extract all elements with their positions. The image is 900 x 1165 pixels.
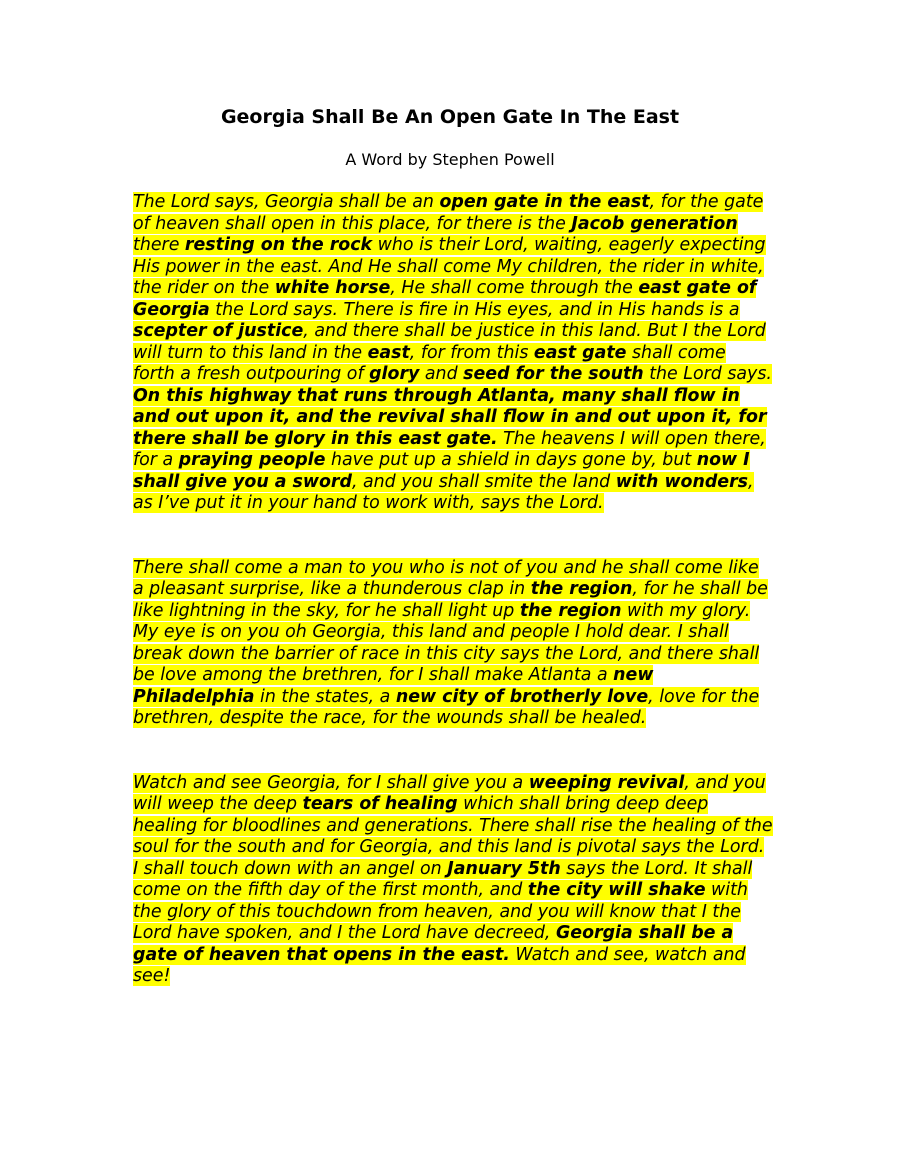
bold-run: Jacob generation [571,213,738,234]
bold-run: open gate in the east [439,192,650,212]
text-run: the Lord says. [643,364,772,384]
bold-run: January 5th [447,858,561,879]
paragraph-3 [133,773,773,859]
text-run: and [419,364,464,384]
paragraph-4 [133,859,773,988]
bold-run: the city will shake [527,880,706,900]
bold-run: east gate [533,342,627,363]
document-title: Georgia Shall Be An Open Gate In The East [220,106,680,128]
text-run: says the Lord. It shall come on the fifth day of the first month, and [133,858,753,900]
bold-run: new Philadelphia [133,665,654,707]
text-run: , love for the brethren, despite the race, for the wounds shall be healed. [133,686,760,728]
bold-run: praying people [178,450,326,470]
text-run: , as I’ve put it in your hand to work with, says the Lord. [133,471,754,513]
highlighted-text [133,192,772,513]
text-run: there [133,235,185,255]
document-body [133,192,773,988]
bold-run: with wonders [615,471,749,492]
text-run: , and you will weep the deep [133,772,766,814]
paragraph-1 [133,192,773,515]
text-run: , and you shall smite the land [351,471,616,492]
text-run: There shall come a man to you who is not of you and he shall come like a pleasant surprise, like a thunderous clap in [133,557,759,599]
bold-run: weeping revival [528,772,685,793]
bold-run: tears of healing [302,794,458,814]
bold-run: resting on the rock [184,235,373,255]
text-run: I shall touch down with an angel on [133,858,448,879]
bold-run: the region [519,600,622,621]
highlighted-text [133,859,752,987]
text-run: , He shall come through the [390,278,639,298]
text-run: Watch and see Georgia, for I shall give you a [133,772,529,793]
bold-run: now I shall give you a sword [133,450,750,492]
bold-run: scepter of justice [133,321,304,341]
document-subtitle: A Word by Stephen Powell [345,150,555,169]
text-run: with my glory. My eye is on you oh Georgia, this land and people I hold dear. I shall break down the barrier of race in this city says the Lord, and there shall be love among the brethren, for I shall make Atlanta a [133,600,760,685]
highlighted-text [133,558,768,729]
text-run: which shall bring deep deep healing for bloodlines and generations. There shall rise the healing of the soul for the south and for Georgia, and this land is pivotal says the Lord. [133,794,773,857]
text-run: Watch and see, watch and see! [133,944,746,986]
text-run: in the states, a [254,686,396,707]
text-run: the Lord says. There is fire in His eyes, and in His hands is a [209,299,740,320]
bold-run: east [367,342,410,363]
highlighted-text [133,773,773,858]
bold-run: seed for the south [463,364,644,384]
bold-run: On this highway that runs through Atlanta, many shall flow in and out upon it, and the revival shall flow in and out upon it, for there shall be glory in this east gate. [133,385,767,449]
text-run: shall come forth a fresh outpouring of [133,342,726,384]
bold-run: white horse [274,278,391,298]
text-run: , for the gate of heaven shall open in this place, for there is the [133,192,764,234]
bold-run: Georgia shall be a gate of heaven that opens in the east. [133,923,734,965]
text-run: , and there shall be justice in this land. But I the Lord will turn to this land in the [133,321,766,363]
text-run: with the glory of this touchdown from heaven, and you will know that I the Lord have spoken, and I the Lord have decreed, [133,880,748,943]
paragraph-2 [133,558,773,730]
text-run: who is their Lord, waiting, eagerly expecting His power in the east. And He shall come My children, the rider in white, the rider on the [133,235,766,298]
bold-run: east gate of Georgia [133,278,757,320]
text-run: The heavens I will open there, for a [133,428,766,470]
bold-run: new city of brotherly love [395,686,649,707]
text-run: have put up a shield in days gone by, but [325,450,697,470]
text-run: , for he shall be like lightning in the sky, for he shall light up [133,579,768,621]
bold-run: the region [530,579,633,599]
text-run: , for from this [409,342,534,363]
text-run: The Lord says, Georgia shall be an [133,192,440,212]
bold-run: glory [369,364,420,384]
